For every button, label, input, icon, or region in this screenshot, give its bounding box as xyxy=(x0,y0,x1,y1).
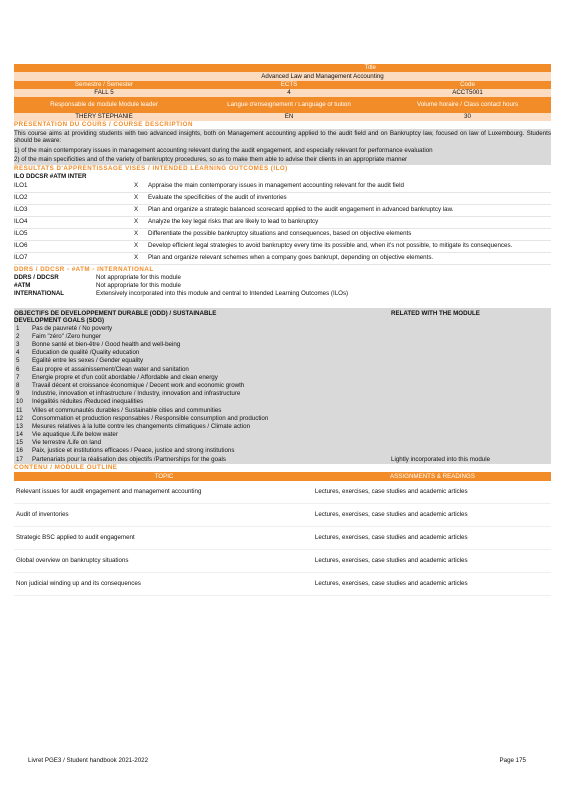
sdg-number: 16 xyxy=(16,447,23,455)
sdg-text: Energie propre et d'un coût abordable / Affordable and clean energy xyxy=(32,373,218,381)
ilo-code: ILO5 xyxy=(14,229,28,237)
ilo-code: ILO4 xyxy=(14,217,28,225)
ddcsr-text: Not appropriate for this module xyxy=(96,281,181,289)
page-footer xyxy=(28,757,526,764)
responsible-label: Responsable de module Module leader xyxy=(50,101,158,109)
ilo-row xyxy=(14,241,551,253)
ilo-title: RESULTATS D'APPRENTISSAGE VISES / INTENDED LEARNING OUTCOMES (ILO) xyxy=(14,164,288,172)
topic-text: Relevant issues for audit engagement and management accounting xyxy=(16,488,202,496)
sdg-number: 17 xyxy=(16,455,23,463)
ilo-mark: X xyxy=(134,241,139,249)
ilo-header: ILO DDCSR #ATM INTER xyxy=(14,172,87,180)
sdg-header xyxy=(14,310,551,325)
ilo-row xyxy=(14,217,551,229)
footer-left: Livret PGE3 / Student handbook 2021-2022 xyxy=(28,757,149,764)
ddcsr-row xyxy=(14,290,551,298)
sdg-number: 13 xyxy=(16,422,23,430)
sdg-text: Pas de pauvreté / No poverty xyxy=(32,324,113,332)
sdg-number: 9 xyxy=(16,390,20,398)
sdg-block xyxy=(14,308,551,464)
sdg-number: 2 xyxy=(16,332,20,340)
sdg-number: 7 xyxy=(16,373,20,381)
ilo-code: ILO2 xyxy=(14,193,28,201)
sdg-related-label: RELATED WITH THE MODULE xyxy=(391,309,480,317)
ilo-mark: X xyxy=(134,205,139,213)
sdg-row xyxy=(14,407,551,415)
sdg-text: Villes et communautés durables / Sustainable cities and communities xyxy=(32,406,222,414)
sdg-text: Industrie, innovation et infrastructure / Industry, innovation and infrastructure xyxy=(32,390,241,398)
ilo-code: ILO1 xyxy=(14,181,28,189)
sdg-row xyxy=(14,325,551,333)
ddcsr-row xyxy=(14,274,551,282)
ilo-row xyxy=(14,229,551,241)
content-header xyxy=(14,472,551,481)
ilo-list xyxy=(14,181,551,265)
ilo-row xyxy=(14,181,551,193)
ddcsr-label: INTERNATIONAL xyxy=(14,289,65,297)
topic-text: Global overview on bankruptcy situations xyxy=(16,557,129,565)
ilo-text: Plan and organize relevant schemes when a company goes bankrupt, depending on objective elements. xyxy=(148,253,434,261)
topic-text: Strategic BSC applied to audit engagement xyxy=(16,534,135,542)
sdg-row xyxy=(14,333,551,341)
sdg-number: 11 xyxy=(16,406,23,414)
topic-text: Non judicial winding up and its consequences xyxy=(16,580,141,588)
ddcsr-text: Not appropriate for this module xyxy=(96,273,181,281)
ddcsr-label: #ATM xyxy=(14,281,31,289)
ddcsr-list xyxy=(14,274,551,298)
semester-value: FALL 5 xyxy=(94,89,114,96)
presentation-para-1: This course aims at providing students with two advanced insights, both on Management accounting applied to the audit field and on Bankruptcy law, focused on law of Luxembourg. Students should be aware: xyxy=(14,130,551,145)
sdg-row xyxy=(14,431,551,439)
content-row xyxy=(14,550,551,573)
ilo-mark: X xyxy=(134,229,139,237)
sdg-row xyxy=(14,382,551,390)
sdg-number: 4 xyxy=(16,349,20,357)
content-title: CONTENU / MODULE OUTLINE xyxy=(14,463,118,471)
ilo-mark: X xyxy=(134,181,139,189)
leader-value: THERY STEPHANIE xyxy=(75,113,133,120)
sdg-list xyxy=(14,325,551,464)
sdg-text: Consommation et production responsables / Responsible consumption and production xyxy=(32,414,269,422)
sdg-row xyxy=(14,415,551,423)
sdg-number: 6 xyxy=(16,365,20,373)
presentation-para-2: 1) of the main contemporary issues in management accounting relevant during the audit engagement, and especially relevant for performance evaluation xyxy=(14,146,433,154)
ddcsr-label: DDRS / DDCSR xyxy=(14,273,59,281)
presentation-title: PRESENTATION DU COURS / COURSE DESCRIPTION xyxy=(14,121,193,128)
content-row xyxy=(14,481,551,504)
sdg-text: Eau propre et assainissement/Clean water and sanitation xyxy=(32,365,189,373)
title-label: Title xyxy=(364,64,376,71)
sdg-number: 10 xyxy=(16,398,23,406)
sdg-row xyxy=(14,341,551,349)
sdg-text: Vie terrestre /Life on land xyxy=(32,439,102,447)
volume-label: Volume horaire / Class contact hours xyxy=(416,101,519,109)
content-row xyxy=(14,573,551,596)
sdg-text: Education de qualité /Quality education xyxy=(32,349,140,357)
semester-ects-code-values xyxy=(14,89,551,97)
title-value-row xyxy=(14,72,551,81)
sdg-row xyxy=(14,447,551,455)
sdg-text: Paix, justice et institutions efficaces / Peace, justice and strong institutions xyxy=(32,447,235,455)
volume-value: 30 xyxy=(464,113,471,120)
ilo-mark: X xyxy=(134,253,139,261)
ilo-text: Differentiate the possible bankruptcy situations and consequences, based on objective elements xyxy=(148,229,412,237)
ddcsr-title: DDRS / DDCSR - #ATM - INTERNATIONAL xyxy=(14,265,154,273)
handbook-page xyxy=(14,64,551,596)
title-bar xyxy=(14,64,551,72)
ilo-code: ILO3 xyxy=(14,205,28,213)
sdg-related-value: Lightly incorporated into this module xyxy=(391,455,491,463)
semester-label: Semestre / Semester xyxy=(74,81,134,88)
sdg-text: Vie aquatique /Life below water xyxy=(32,431,118,439)
ilo-mark: X xyxy=(134,193,139,201)
presentation-para-3: 2) of the main specificities and of the variety of bankruptcy procedures, so as to make them able to advise their clients in an appropriate manner xyxy=(14,156,408,164)
ddcsr-row xyxy=(14,282,551,290)
sdg-number: 1 xyxy=(16,324,20,332)
sdg-text: Mesures relatives à la lutte contre les changements climatiques / Climate action xyxy=(32,422,251,430)
sdg-row xyxy=(14,423,551,431)
ects-label: ECTS xyxy=(280,81,298,88)
sdg-text: Inégalités réduites /Reduced inequalities xyxy=(32,398,144,406)
topic-label: TOPIC xyxy=(154,472,174,480)
sdg-row xyxy=(14,456,551,464)
code-value: ACCT5001 xyxy=(452,89,483,96)
ilo-text: Analyze the key legal risks that are likely to lead to bankruptcy xyxy=(148,217,319,225)
ilo-code: ILO7 xyxy=(14,253,28,261)
sdg-row xyxy=(14,374,551,382)
sdg-text: Egalité entre les sexes / Gender equality xyxy=(32,357,144,365)
leader-language-volume-header xyxy=(14,97,551,113)
sdg-number: 3 xyxy=(16,341,20,348)
footer-page-number: Page 175 xyxy=(499,757,526,764)
topic-text: Audit of inventories xyxy=(16,511,69,519)
sdg-number: 14 xyxy=(16,431,23,439)
sdg-row xyxy=(14,398,551,406)
ilo-mark: X xyxy=(134,217,139,225)
content-list xyxy=(14,481,551,596)
assignment-text: Lectures, exercises, case studies and academic articles xyxy=(314,511,468,519)
ilo-text: Plan and organize a strategic balanced scorecard applied to the audit engagement in advanced bankruptcy law. xyxy=(148,205,454,213)
sdg-row xyxy=(14,349,551,357)
sdg-title-line-1: OBJECTIFS DE DEVELOPPEMENT DURABLE (ODD) / SUSTAINABLE xyxy=(14,309,217,317)
assignment-text: Lectures, exercises, case studies and academic articles xyxy=(314,534,468,542)
assignment-text: Lectures, exercises, case studies and academic articles xyxy=(314,488,468,496)
sdg-row xyxy=(14,390,551,398)
sdg-title xyxy=(14,310,391,325)
sdg-row xyxy=(14,366,551,374)
assignment-text: Lectures, exercises, case studies and academic articles xyxy=(314,557,468,565)
ilo-code: ILO6 xyxy=(14,241,28,249)
language-label: Langue d'enseignement / Language of tuition xyxy=(227,101,351,108)
sdg-row xyxy=(14,439,551,447)
content-row xyxy=(14,504,551,527)
leader-language-volume-values xyxy=(14,113,551,121)
ilo-row xyxy=(14,205,551,217)
assignments-label: ASSIGNMENTS & READINGS xyxy=(390,472,475,480)
semester-ects-code-header xyxy=(14,81,551,89)
ddcsr-text: Extensively incorporated into this module and central to Intended Learning Outcomes (ILOs) xyxy=(96,289,349,297)
course-title: Advanced Law and Management Accounting xyxy=(261,73,384,80)
content-row xyxy=(14,527,551,550)
sdg-number: 12 xyxy=(16,414,23,422)
ects-value: 4 xyxy=(287,89,291,96)
ilo-text: Appraise the main contemporary issues in management accounting relevant for the audit field xyxy=(148,181,404,189)
ilo-text: Evaluate the specificities of the audit of inventories xyxy=(148,193,287,201)
sdg-text: Travail décent et croissance économique / Decent work and economic growth xyxy=(32,381,245,389)
sdg-title-line-2: DEVELOPMENT GOALS (SDG) xyxy=(14,317,105,325)
ilo-text: Develop efficient legal strategies to avoid bankruptcy every time its possible and, when it's not possible, to mitigate its consequences. xyxy=(148,241,513,249)
sdg-number: 5 xyxy=(16,357,20,365)
presentation-body xyxy=(14,129,551,165)
sdg-number: 15 xyxy=(16,439,23,447)
code-label: Code xyxy=(460,81,475,88)
sdg-text: Faim "zéro" /Zero hunger xyxy=(32,332,102,340)
language-value: EN xyxy=(284,113,294,120)
ilo-row xyxy=(14,253,551,265)
sdg-number: 8 xyxy=(16,381,20,389)
sdg-text: Bonne santé et bien-être / Good health and well-being xyxy=(32,341,181,348)
sdg-row xyxy=(14,357,551,365)
sdg-text: Partenariats pour la réalisation des objectifs /Partnerships for the goals xyxy=(32,455,226,463)
assignment-text: Lectures, exercises, case studies and academic articles xyxy=(314,580,468,588)
ilo-row xyxy=(14,193,551,205)
